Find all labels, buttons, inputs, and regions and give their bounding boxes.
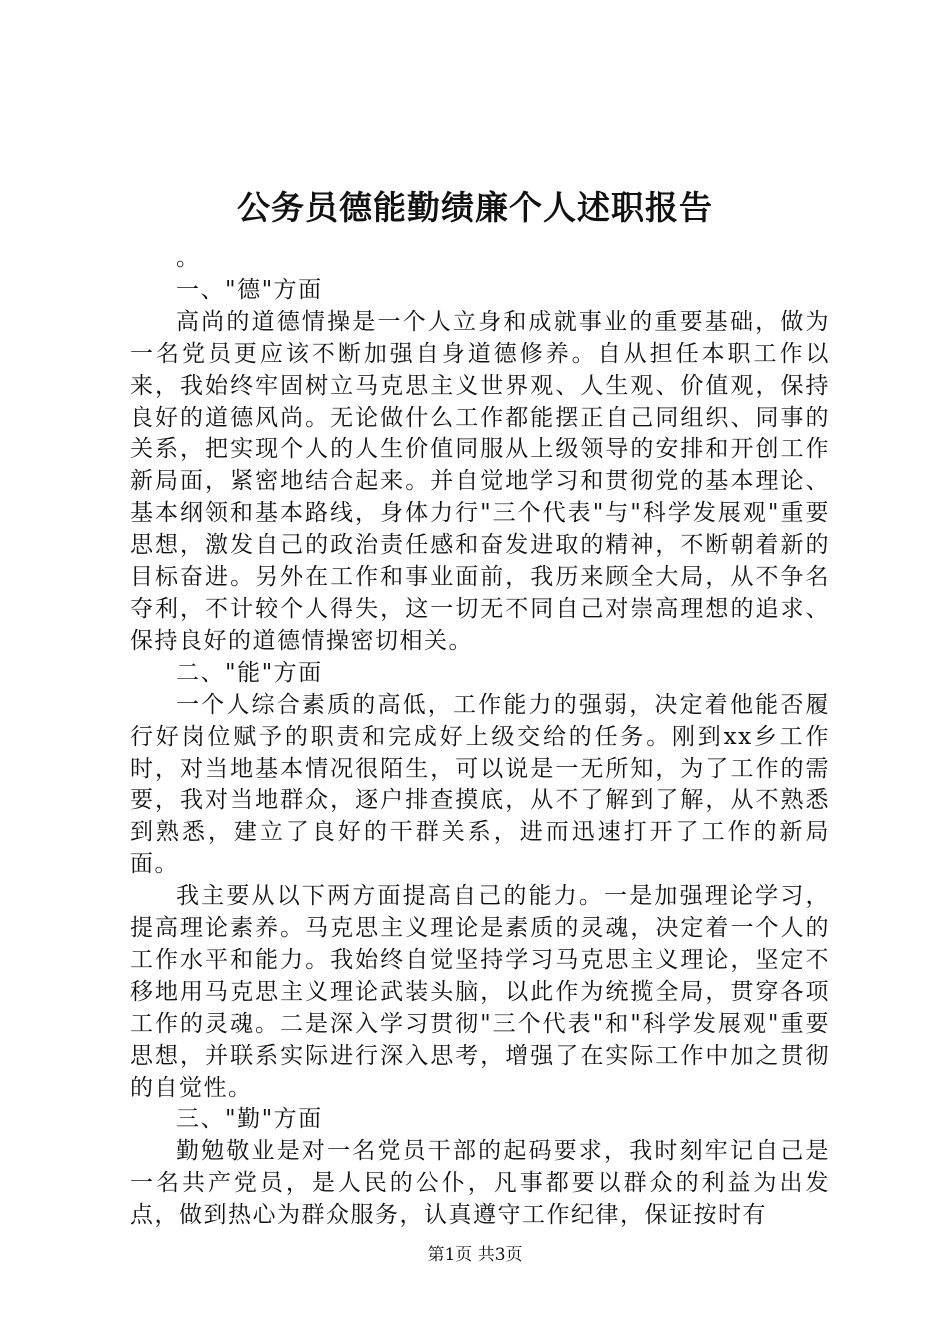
document-body [130, 243, 830, 1232]
opening-mark: 。 [176, 245, 201, 271]
page-footer: 第1页 共3页 [427, 1245, 523, 1265]
section-heading-de: 一、"德"方面 [176, 276, 323, 303]
document-title: 公务员德能勤绩廉个人述职报告 [237, 188, 713, 227]
paragraph-neng-1: 一个人综合素质的高低，工作能力的强弱，决定着他能否履行好岗位赋予的职责和完成好上级交给的任务。刚到xx乡工作时，对当地基本情况很陌生，可以说是一无所知，为了工作的需要，我对当地群众，逐户排查摸底，从不了解到了解，从不熟悉到熟悉，建立了良好的干群关系，进而迅速打开了工作的新局面。 [130, 691, 830, 878]
paragraph-qin: 勤勉敬业是对一名党员干部的起码要求，我时刻牢记自己是一名共产党员，是人民的公仆，凡事都要以群众的利益为出发点，做到热心为群众服务，认真遵守工作纪律，保证按时有 [130, 1138, 830, 1229]
paragraph-de: 高尚的道德情操是一个人立身和成就事业的重要基础，做为一名党员更应该不断加强自身道德修养。自从担任本职工作以来，我始终牢固树立马克思主义世界观、人生观、价值观，保持良好的道德风尚。无论做什么工作都能摆正自己同组织、同事的关系，把实现个人的人生价值同服从上级领导的安排和开创工作新局面，紧密地结合起来。并自觉地学习和贯彻党的基本理论、基本纲领和基本路线，身体力行"三个代表"与"科学发展观"重要思想，激发自己的政治责任感和奋发进取的精神，不断朝着新的目标奋进。另外在工作和事业面前，我历来顾全大局，从不争名夺利，不计较个人得失，这一切无不同自己对崇高理想的追求、保持良好的道德情操密切相关。 [130, 308, 830, 654]
paragraph-neng-2: 我主要从以下两方面提高自己的能力。一是加强理论学习，提高理论素养。马克思主义理论是素质的灵魂，决定着一个人的工作水平和能力。我始终自觉坚持学习马克思主义理论，坚定不移地用马克思主义理论武装头脑，以此作为统揽全局，贯穿各项工作的灵魂。二是深入学习贯彻"三个代表"和"科学发展观"重要思想，并联系实际进行深入思考，增强了在实际工作中加之贯彻的自觉性。 [130, 883, 830, 1101]
section-heading-qin: 三、"勤"方面 [176, 1106, 323, 1133]
section-heading-neng: 二、"能"方面 [176, 659, 323, 686]
